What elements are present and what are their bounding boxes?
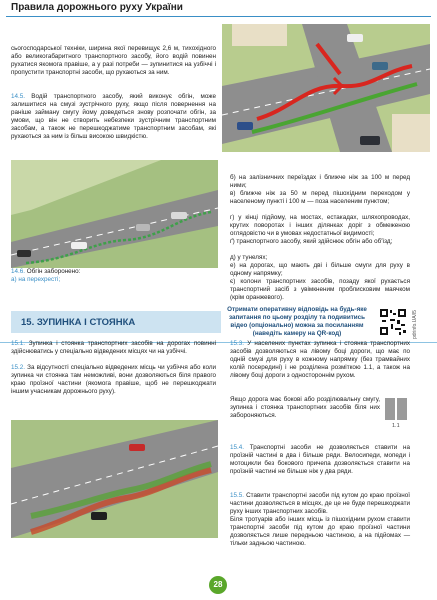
car xyxy=(91,512,107,520)
side-link: pdrinfo.UA/l5 xyxy=(412,310,418,339)
list-item-d: д) у тунелях; xyxy=(230,254,268,261)
car xyxy=(372,62,388,70)
list-item-e: е) на дорогах, що мають дві і більше смуги для руху в одному напрямку; xyxy=(230,262,410,278)
paragraph-15-4: 15.4. Транспортні засоби не дозволяється ставити на проїзній частині в два і більше ряди. Велосипеди, мопеди і мотоцикли без бокового причепа дозволяється ставити на проїзній частині не більше ніж у два ряди. xyxy=(230,444,411,476)
car xyxy=(129,444,145,451)
car xyxy=(360,136,380,145)
section-header xyxy=(11,311,221,333)
section-title: 15. ЗУПИНКА І СТОЯНКА xyxy=(21,317,136,328)
list-item-b: б) на залізничних переїздах і ближче ніж за 100 м перед ними; xyxy=(230,174,410,190)
figure-14-6-caption: 14.6. Обгін заборонено: а) на перехресті; xyxy=(11,268,81,284)
paragraph-14-5: 14.5. Водій транспортного засобу, який виконує обгін, може залишитися на смузі зустрічного руху, якщо після повернення на раніше займану смугу йому доведеться знову розпочати обгін, за умови, що він не створить небезпеки зустрічним транспортним засобам, а також не перешкоджатиме транспортним засобам, які рухаються за ним із більш високою швидкістю. xyxy=(11,93,217,141)
road-overtaking-illustration xyxy=(11,160,218,268)
sign-label: 1.1 xyxy=(392,423,400,429)
road-marking-1-1-icon xyxy=(385,398,407,420)
header-rule xyxy=(6,16,431,17)
building xyxy=(392,114,430,152)
page-number-badge: 28 xyxy=(209,576,227,594)
page-title: Правила дорожнього руху України xyxy=(11,2,183,13)
paragraph-14-4-continuation: сьогосподарської техніки, ширина якої перевищує 2,6 м, тихохідного або великогабаритного транспортного засобу, його водій повинен рухатися якомога правіше, а у разі потреби — зупинитися на узбіччі і пропустити транспортні засоби, що рухаються за ним. xyxy=(11,45,216,77)
car xyxy=(237,122,253,130)
parking-illustration xyxy=(11,420,218,538)
qr-code-icon[interactable] xyxy=(379,308,407,336)
qr-note: Отримати оперативну відповідь на будь-яке запитання по цьому розділу та подивитись відео (опціонально) можна за посиланням (наведіть камеру на QR-код) xyxy=(227,306,367,338)
paragraph-15-3: 15.3. У населених пунктах зупинка і стоянка транспортних засобів дозволяються на лівому боці дороги, що має по одній смузі для руху в кожному напрямку (без трамвайних колій посередині) і не розділена розміткою 1.1, а також на лівому боці дороги з одностороннім рухом. xyxy=(230,340,410,380)
paragraph-15-2: 15.2. За відсутності спеціально відведених місць чи узбіччя або коли зупинка чи стоянка там неможливі, вони дозволяються біля правого краю проїзної частини (якомога правіше, щоб не перешкоджати іншим учасникам дорожнього руху). xyxy=(11,364,217,396)
list-item-v: в) ближче ніж за 50 м перед пішохідним переходом у населеному пункті і 100 м — поза населеним пунктом; xyxy=(230,190,410,206)
building xyxy=(232,24,287,46)
car xyxy=(347,34,363,42)
list-item-g2: ґ) транспортного засобу, який здійснює обгін або об'їзд; xyxy=(230,238,393,245)
intersection-overtaking-illustration xyxy=(222,24,430,152)
list-item-g: г) у кінці підйому, на мостах, естакадах, шляхопроводах, крутих поворотах і інших ділянках доріг з обмеженою оглядовістю чи в умовах недостатньої видимості; xyxy=(230,214,410,238)
page-header xyxy=(0,0,437,16)
list-item-ye: є) колони транспортних засобів, позаду якої рухається транспортний засіб з увімкненим проблисковим маячком (крім оранжевого). xyxy=(230,278,410,302)
paragraph-15-5b: Біля тротуарів або інших місць із пішохідним рухом ставити транспортні засоби під кутом до краю проїзної частини дозволяється лише передньою частиною, а на підйомах — тільки задньою частиною. xyxy=(230,516,410,548)
paragraph-15-3b: Якщо дорога має бокові або розділювальну смугу, зупинка і стоянка транспортних засобів біля них забороняються. xyxy=(230,396,380,420)
paragraph-15-5: 15.5. Ставити транспортні засоби під кутом до краю проїзної частини дозволяється в місцях, де це не буде перешкоджати руху інших транспортних засобів. xyxy=(230,492,411,516)
paragraph-15-1: 15.1. Зупинка і стоянка транспортних засобів на дорогах повинні здійснюватись у спеціально відведених місцях чи на узбіччі. xyxy=(11,340,216,356)
